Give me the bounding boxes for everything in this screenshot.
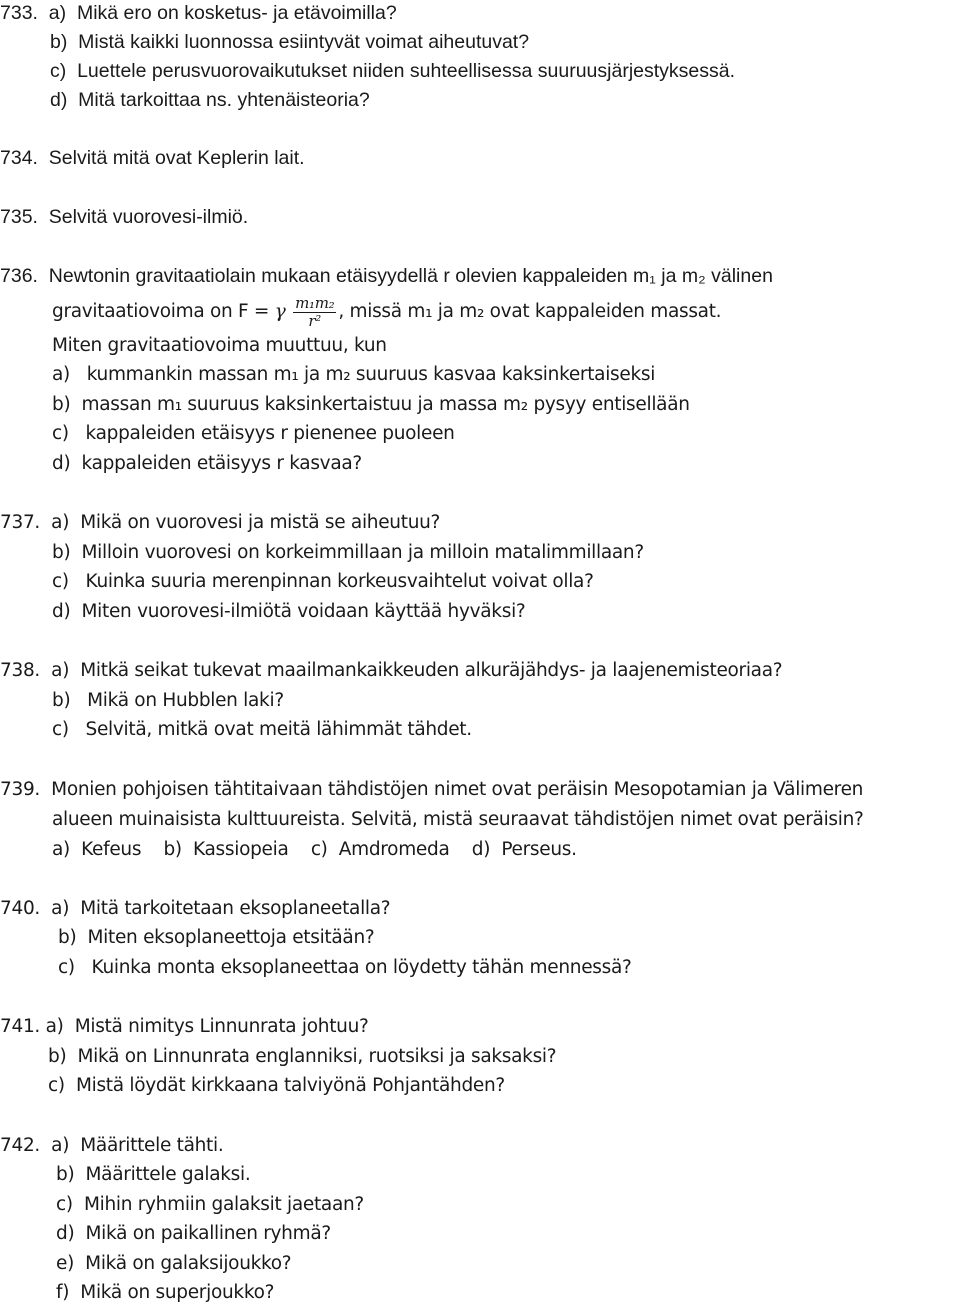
q741-a: 741. a) Mistä nimitys Linnunrata johtuu?: [0, 1016, 369, 1037]
q740-a: 740. a) Mitä tarkoitetaan eksoplaneetalla?: [0, 898, 391, 919]
q739-line2: alueen muinaisista kulttuureista. Selvitä, mistä seuraavat tähdistöjen nimet ovat peräisin?: [52, 809, 864, 830]
formula-fraction: [293, 293, 336, 330]
q741-c: c) Mistä löydät kirkkaana talviyönä Pohjantähden?: [48, 1075, 505, 1096]
q739-line1: 739. Monien pohjoisen tähtitaivaan tähdistöjen nimet ovat peräisin Mesopotamian ja Välimeren: [0, 779, 864, 800]
q742-b: b) Määrittele galaksi.: [56, 1164, 251, 1185]
formula-suffix: , missä m₁ ja m₂ ovat kappaleiden massat.: [338, 301, 722, 322]
q742-c: c) Mihin ryhmiin galaksit jaetaan?: [56, 1194, 364, 1215]
q742-a: 742. a) Määrittele tähti.: [0, 1135, 224, 1156]
q742-e: e) Mikä on galaksijoukko?: [56, 1253, 292, 1274]
q737-b: b) Milloin vuorovesi on korkeimmillaan ja milloin matalimmillaan?: [52, 542, 644, 563]
q736-d: d) kappaleiden etäisyys r kasvaa?: [52, 453, 362, 474]
q736-b: b) massan m₁ suuruus kaksinkertaistuu ja massa m₂ pysyy entisellään: [52, 394, 690, 415]
q737-a: 737. a) Mikä on vuorovesi ja mistä se aiheutuu?: [0, 512, 441, 533]
q734: 734. Selvitä mitä ovat Keplerin lait.: [0, 147, 305, 169]
formula-numerator: m₁m₂: [295, 293, 335, 312]
q737-c: c) Kuinka suuria merenpinnan korkeusvaihtelut voivat olla?: [52, 571, 594, 592]
q736-c: c) kappaleiden etäisyys r pienenee puoleen: [52, 423, 455, 444]
formula-gamma: γ: [274, 301, 286, 322]
q740-c: c) Kuinka monta eksoplaneettaa on löydetty tähän mennessä?: [58, 957, 632, 978]
q738-a: 738. a) Mitkä seikat tukevat maailmankaikkeuden alkuräjähdys- ja laajenemisteoriaa?: [0, 660, 783, 681]
q737-d: d) Miten vuorovesi-ilmiötä voidaan käyttää hyväksi?: [52, 601, 526, 622]
q739-options: a) Kefeus b) Kassiopeia c) Amdromeda d) Perseus.: [52, 839, 577, 860]
q733-c: c) Luettele perusvuorovaikutukset niiden suhteellisessa suuruusjärjestyksessä.: [50, 60, 736, 82]
q741-b: b) Mikä on Linnunrata englanniksi, ruotsiksi ja saksaksi?: [48, 1046, 557, 1067]
q735: 735. Selvitä vuorovesi-ilmiö.: [0, 206, 249, 228]
formula-prefix: gravitaatiovoima on F: [52, 301, 249, 322]
q736-intro: 736. Newtonin gravitaatiolain mukaan etäisyydellä r olevien kappaleiden m₁ ja m₂ välinen: [0, 265, 773, 287]
q733-b: b) Mistä kaikki luonnossa esiintyvät voimat aiheutuvat?: [50, 31, 530, 53]
q742-d: d) Mikä on paikallinen ryhmä?: [56, 1223, 331, 1244]
q733-d: d) Mitä tarkoittaa ns. yhtenäisteoria?: [50, 89, 370, 111]
q738-c: c) Selvitä, mitkä ovat meitä lähimmät tähdet.: [52, 719, 472, 740]
q736-a: a) kummankin massan m₁ ja m₂ suuruus kasvaa kaksinkertaiseksi: [52, 364, 656, 385]
formula-denominator: r²: [308, 311, 321, 330]
q736-question: Miten gravitaatiovoima muuttuu, kun: [52, 335, 387, 356]
q740-b: b) Miten eksoplaneettoja etsitään?: [58, 927, 375, 948]
formula-equals: =: [248, 301, 275, 322]
q736-formula-line: [52, 294, 721, 330]
q738-b: b) Mikä on Hubblen laki?: [52, 690, 284, 711]
q742-f: f) Mikä on superjoukko?: [56, 1282, 275, 1303]
q733-a: 733. a) Mikä ero on kosketus- ja etävoimilla?: [0, 2, 397, 24]
